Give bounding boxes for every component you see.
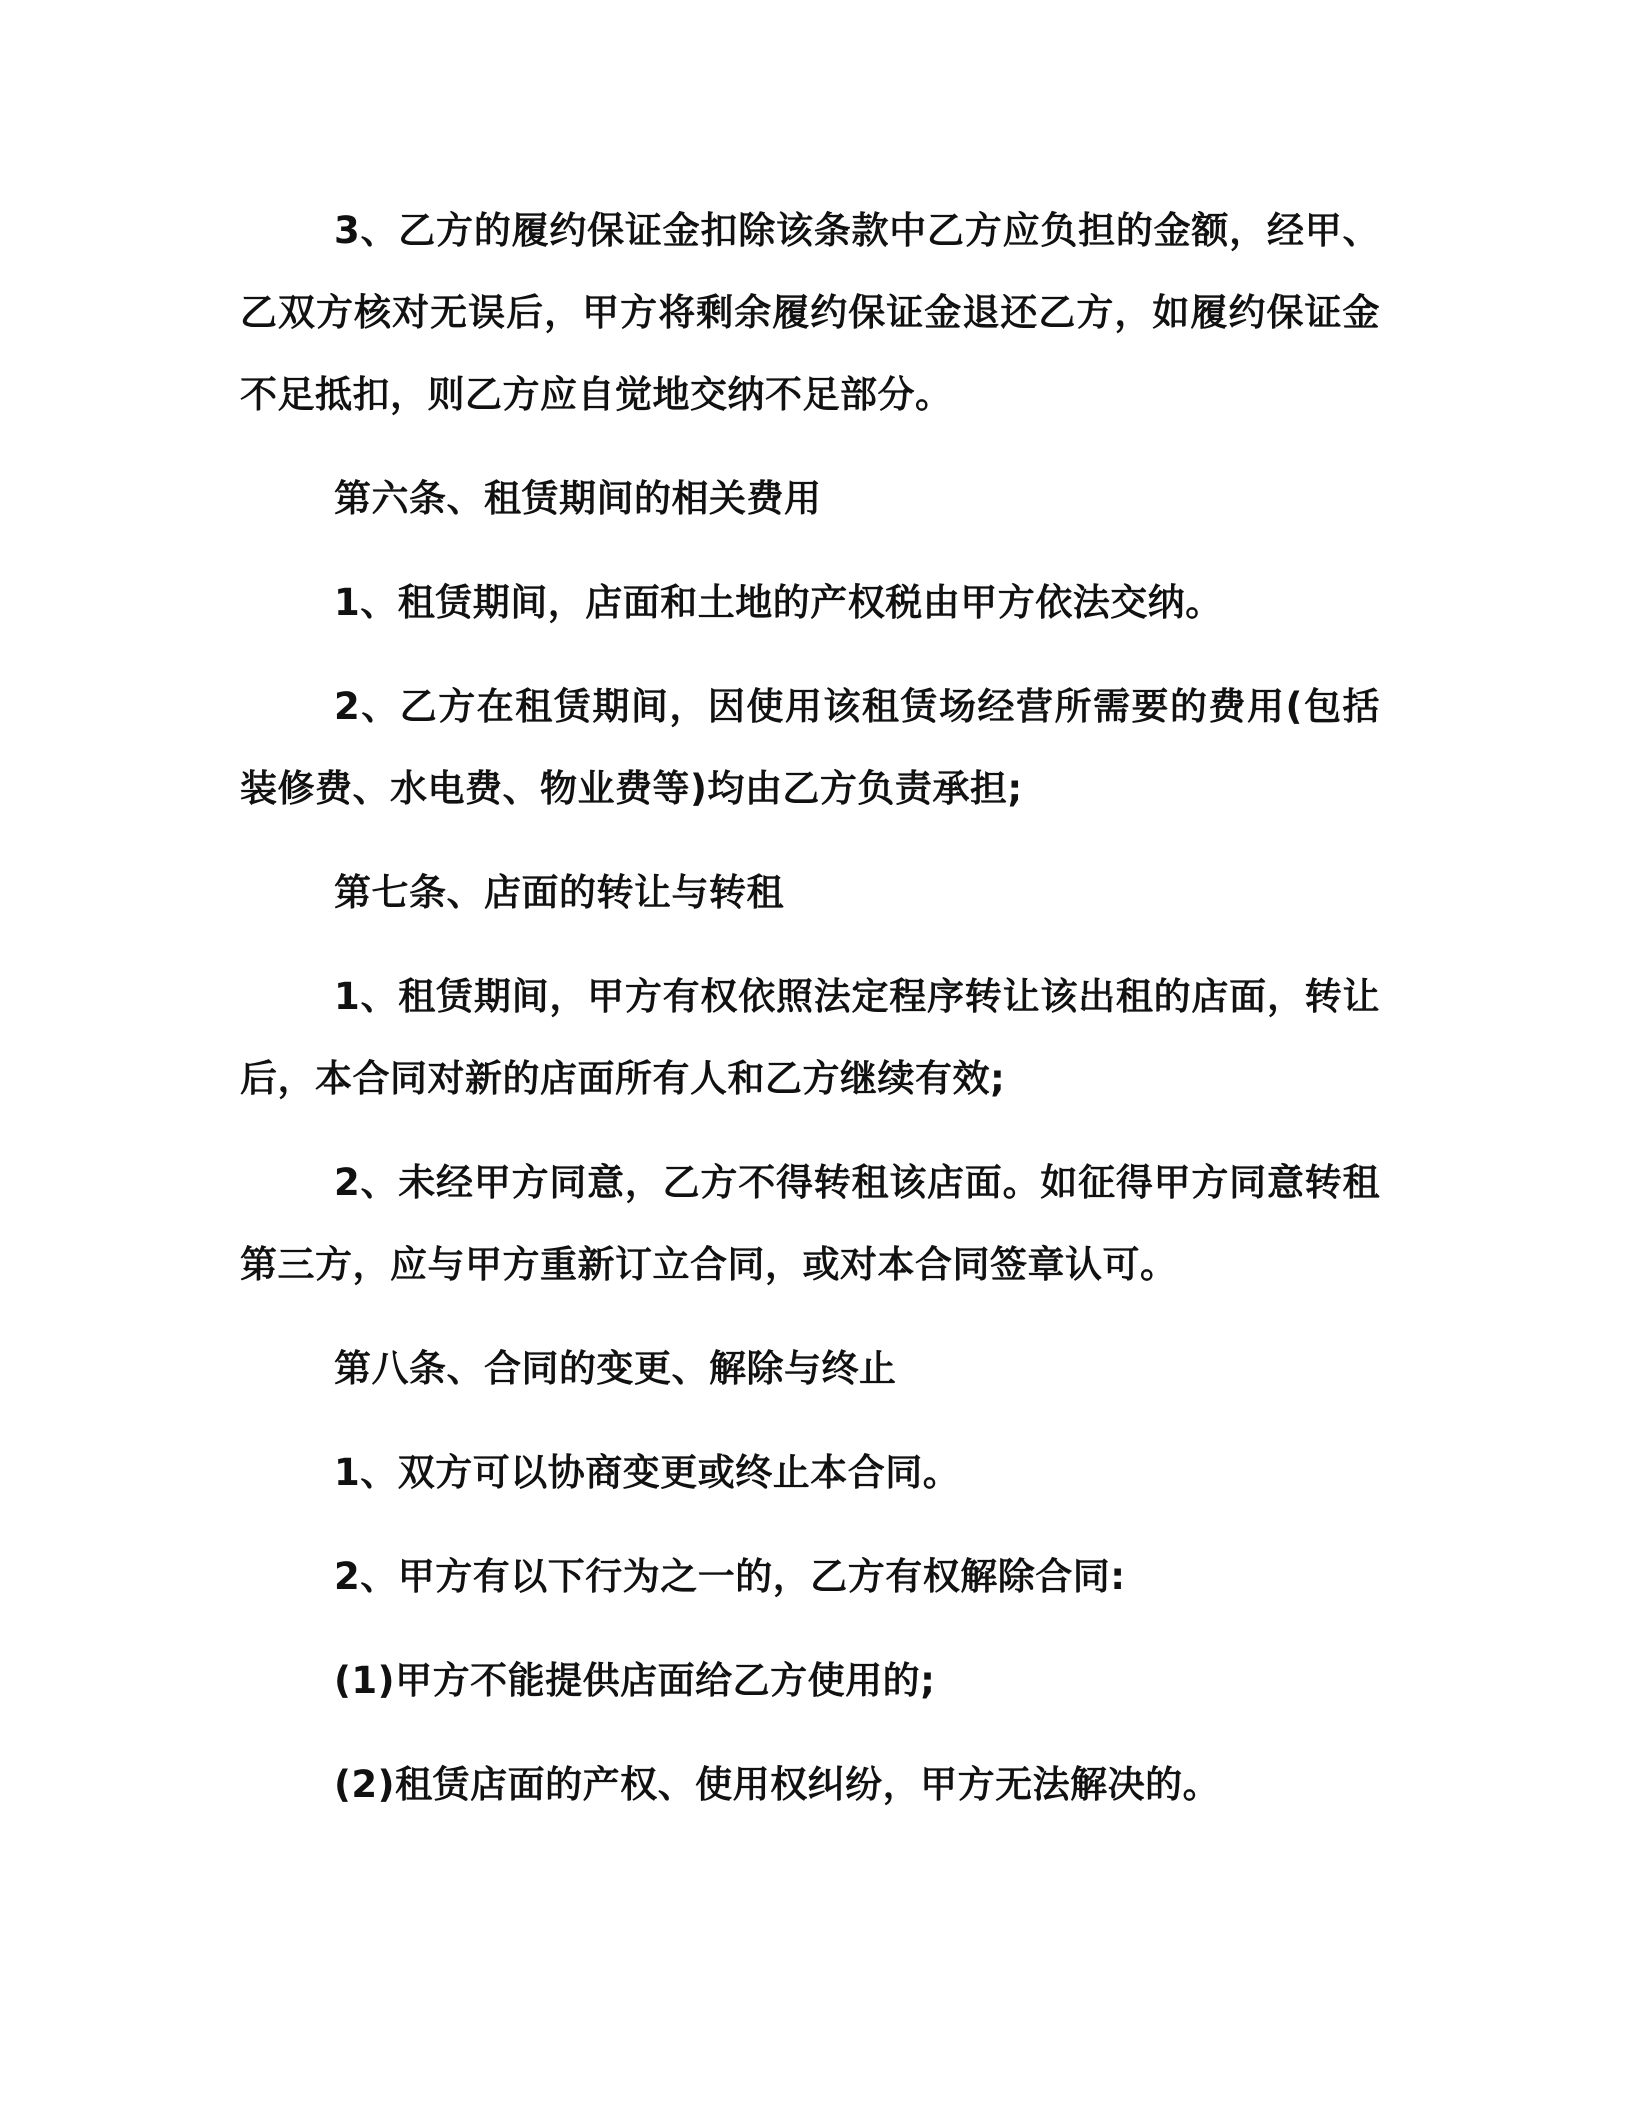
document-body: [240, 190, 1380, 1848]
paragraph-deposit-clause-3: 3、乙方的履约保证金扣除该条款中乙方应负担的金额，经甲、乙双方核对无误后，甲方将剩余履约保证金退还乙方，如履约保证金不足抵扣，则乙方应自觉地交纳不足部分。: [240, 209, 1380, 416]
paragraph-article-7-item-1: 1、租赁期间，甲方有权依照法定程序转让该出租的店面，转让后，本合同对新的店面所有人和乙方继续有效;: [240, 975, 1380, 1100]
heading-article-7: 第七条、店面的转让与转租: [334, 871, 784, 914]
paragraph-article-6-item-1: 1、租赁期间，店面和土地的产权税由甲方依法交纳。: [334, 581, 1223, 624]
heading-article-6: 第六条、租赁期间的相关费用: [334, 477, 822, 520]
paragraph-article-8-subitem-2: (2)租赁店面的产权、使用权纠纷，甲方无法解决的。: [334, 1763, 1221, 1806]
heading-article-8: 第八条、合同的变更、解除与终止: [334, 1347, 897, 1390]
paragraph-article-6-item-2: 2、乙方在租赁期间，因使用该租赁场经营所需要的费用(包括装修费、水电费、物业费等)均由乙方负责承担;: [240, 685, 1380, 810]
paragraph-article-8-item-1: 1、双方可以协商变更或终止本合同。: [334, 1451, 961, 1494]
paragraph-article-7-item-2: 2、未经甲方同意，乙方不得转租该店面。如征得甲方同意转租第三方，应与甲方重新订立合同，或对本合同签章认可。: [240, 1161, 1380, 1286]
paragraph-article-8-item-2: 2、甲方有以下行为之一的，乙方有权解除合同:: [334, 1555, 1126, 1598]
paragraph-article-8-subitem-1: (1)甲方不能提供店面给乙方使用的;: [334, 1659, 936, 1702]
